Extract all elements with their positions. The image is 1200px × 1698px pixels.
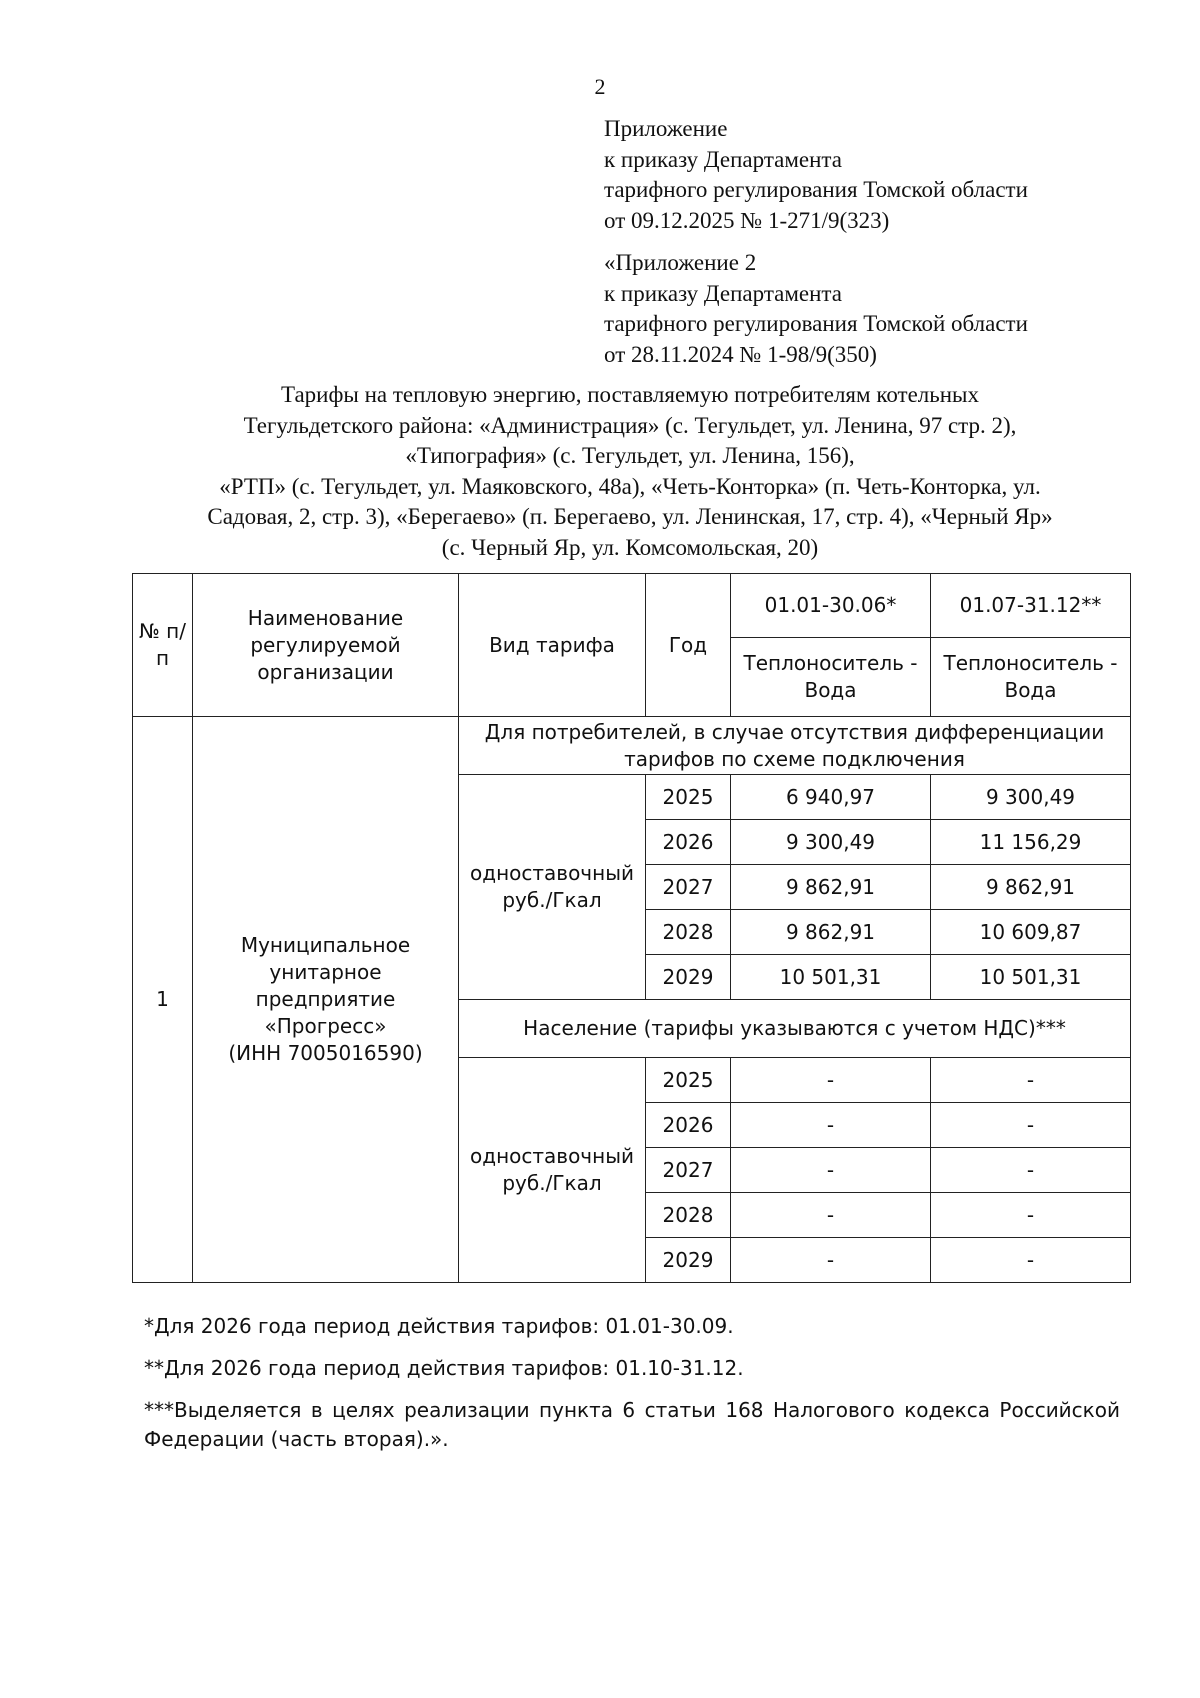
approval-block [604,114,1028,236]
row-number: 1 [133,717,193,1283]
approval-line: от 28.11.2024 № 1-98/9(350) [604,341,877,367]
year-cell: 2025 [646,1058,731,1103]
header-number: № п/п [133,574,193,717]
approval-line: тарифного регулирования Томской области [604,177,1028,202]
section-title: Население (тарифы указываются с учетом НДС)*** [459,1000,1131,1058]
tariff-type-line: руб./Гкал [502,1171,602,1195]
header-tariff-type: Вид тарифа [459,574,646,717]
header-carrier-2: Теплоноситель - Вода [931,638,1131,717]
value-cell: - [931,1238,1131,1283]
tariff-type-line: руб./Гкал [502,888,602,912]
year-cell: 2025 [646,775,731,820]
header-period-2: 01.07-31.12** [931,574,1131,638]
page-number: 2 [594,74,606,99]
approval-line: к приказу Департамента [604,280,842,306]
approval-line: Приложение [604,116,728,141]
organization-name [193,717,459,1283]
year-cell: 2027 [646,1148,731,1193]
title-line: «РТП» (с. Тегульдет, ул. Маяковского, 48а), «Четь-Конторка» (п. Четь-Конторка, ул. [219,473,1041,499]
approval-line: к приказу Департамента [604,146,842,172]
value-cell: 10 501,31 [931,955,1131,1000]
value-cell: 9 300,49 [931,775,1131,820]
value-cell: - [731,1193,931,1238]
value-cell: 10 501,31 [731,955,931,1000]
organization-line: (ИНН 7005016590) [228,1041,423,1065]
header-carrier-1: Теплоноситель - Вода [731,638,931,717]
value-cell: 9 862,91 [731,910,931,955]
value-cell: 9 300,49 [731,820,931,865]
tariff-table [132,573,1131,1283]
year-cell: 2026 [646,1103,731,1148]
value-cell: 9 862,91 [731,865,931,910]
table-header-row [133,574,1131,638]
value-cell: - [931,1103,1131,1148]
tariff-type-line: одноставочный [470,1144,634,1168]
footnote: *Для 2026 года период действия тарифов: 01.01-30.09. [144,1314,734,1338]
footnotes [144,1312,1120,1467]
year-cell: 2028 [646,910,731,955]
organization-line: предприятие [255,987,396,1011]
header-year: Год [646,574,731,717]
organization-line: Муниципальное [240,933,411,957]
year-cell: 2029 [646,1238,731,1283]
section-row [133,717,1131,775]
value-cell: - [931,1148,1131,1193]
approval-line: тарифного регулирования Томской области [604,311,1028,336]
value-cell: - [731,1148,931,1193]
year-cell: 2029 [646,955,731,1000]
header-organization: Наименование регулируемой организации [193,574,459,717]
section-title: Для потребителей, в случае отсутствия дифференциации тарифов по схеме подключения [459,717,1131,775]
value-cell: - [731,1103,931,1148]
title-line: Садовая, 2, стр. 3), «Берегаево» (п. Берегаево, ул. Ленинская, 17, стр. 4), «Черный Яр» [207,504,1053,529]
organization-line: «Прогресс» [264,1014,387,1038]
footnote: ***Выделяется в целях реализации пункта 6 статьи 168 Налогового кодекса Российской Федерации (часть вторая).». [144,1398,1120,1451]
footnote: **Для 2026 года период действия тарифов: 01.10-31.12. [144,1356,744,1380]
tariff-type-cell [459,775,646,1000]
original-approval-block [604,248,1028,370]
value-cell: 9 862,91 [931,865,1131,910]
title-line: Тарифы на тепловую энергию, поставляемую потребителям котельных [280,382,980,407]
title-line: Тегульдетского района: «Администрация» (с. Тегульдет, ул. Ленина, 97 стр. 2), [243,412,1017,438]
approval-line: от 09.12.2025 № 1-271/9(323) [604,207,890,233]
value-cell: 6 940,97 [731,775,931,820]
value-cell: 11 156,29 [931,820,1131,865]
value-cell: - [731,1058,931,1103]
value-cell: - [931,1058,1131,1103]
tariff-type-cell [459,1058,646,1283]
value-cell: 10 609,87 [931,910,1131,955]
year-cell: 2027 [646,865,731,910]
header-period-1: 01.01-30.06* [731,574,931,638]
year-cell: 2026 [646,820,731,865]
organization-line: унитарное [269,960,382,984]
title-line: (с. Черный Яр, ул. Комсомольская, 20) [441,534,819,560]
document-title [130,380,1130,563]
title-line: «Типография» (с. Тегульдет, ул. Ленина, 156), [405,443,855,468]
tariff-type-line: одноставочный [470,861,634,885]
year-cell: 2028 [646,1193,731,1238]
value-cell: - [731,1238,931,1283]
approval-line: «Приложение 2 [604,250,757,275]
value-cell: - [931,1193,1131,1238]
